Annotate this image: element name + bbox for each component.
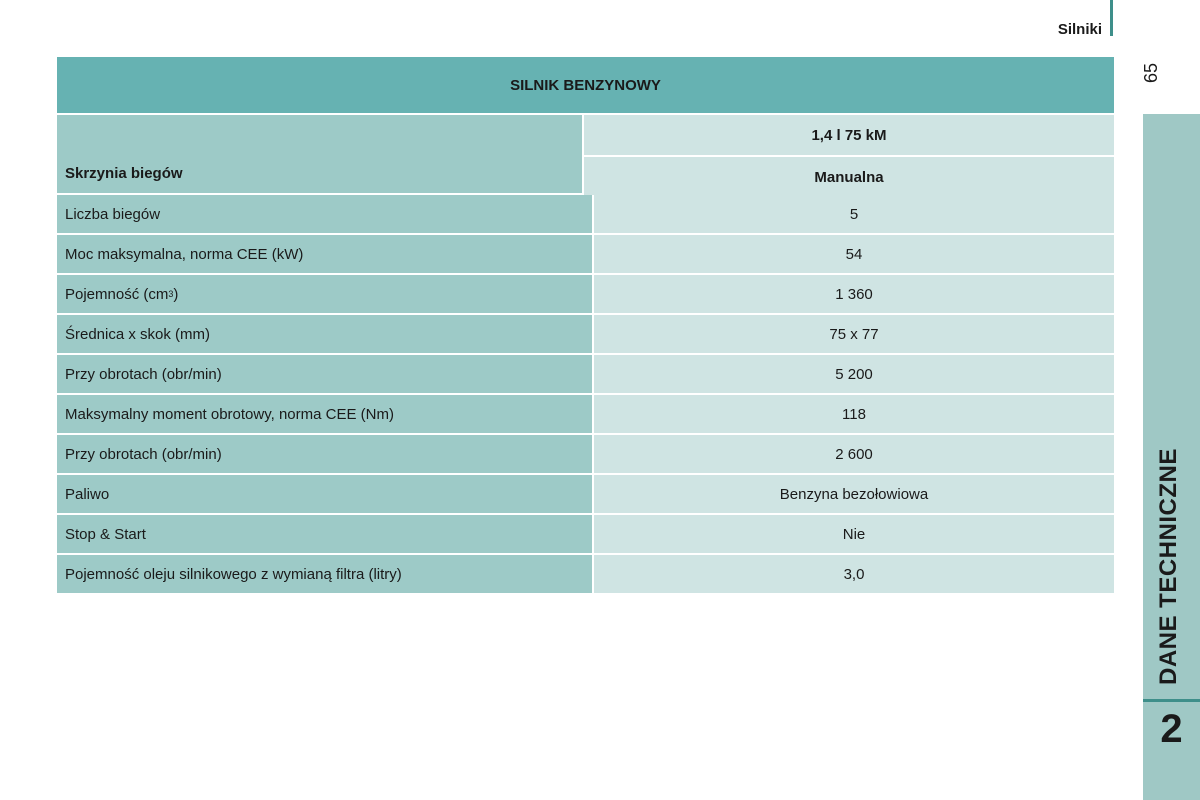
row-label: Liczba biegów	[57, 195, 594, 235]
table-row	[57, 275, 1114, 315]
table-row	[57, 235, 1114, 275]
row-value: 5 200	[594, 355, 1114, 395]
row-label: Przy obrotach (obr/min)	[57, 355, 594, 395]
row-label: Pojemność oleju silnikowego z wymianą filtra (litry)	[57, 555, 594, 595]
engine-spec-table	[57, 57, 1114, 595]
table-row	[57, 355, 1114, 395]
row-value: 54	[594, 235, 1114, 275]
row-value: 1 360	[594, 275, 1114, 315]
row-label: Paliwo	[57, 475, 594, 515]
header-divider	[1110, 0, 1113, 36]
row-value: Nie	[594, 515, 1114, 555]
table-row	[57, 315, 1114, 355]
table-row	[57, 475, 1114, 515]
page-number: 65	[1140, 62, 1161, 84]
row-label-suffix: )	[173, 285, 179, 303]
row-label: Moc maksymalna, norma CEE (kW)	[57, 235, 594, 275]
table-row	[57, 195, 1114, 235]
row-value: Benzyna bezołowiowa	[594, 475, 1114, 515]
gearbox-label: Skrzynia biegów	[57, 115, 584, 195]
row-label: Stop & Start	[57, 515, 594, 555]
table-row	[57, 555, 1114, 595]
chapter-divider	[1143, 699, 1200, 702]
table-row	[57, 395, 1114, 435]
row-value: 75 x 77	[594, 315, 1114, 355]
row-value: 3,0	[594, 555, 1114, 595]
row-value: 5	[594, 195, 1114, 235]
table-row	[57, 435, 1114, 475]
table-title: SILNIK BENZYNOWY	[57, 57, 1114, 115]
gearbox-value: Manualna	[584, 157, 1114, 199]
engine-header-stack	[584, 115, 1114, 195]
section-title: Silniki	[1057, 21, 1102, 38]
engine-variant-label: 1,4 l 75 kM	[584, 115, 1114, 157]
row-label: Pojemność (cm 3 )	[57, 275, 594, 315]
row-value: 118	[594, 395, 1114, 435]
row-label: Maksymalny moment obrotowy, norma CEE (Nm)	[57, 395, 594, 435]
table-row-gearbox	[57, 115, 1114, 195]
row-label-prefix: Pojemność (cm	[65, 285, 169, 303]
table-row	[57, 515, 1114, 555]
chapter-number: 2	[1160, 706, 1183, 751]
row-label: Średnica x skok (mm)	[57, 315, 594, 355]
row-label: Przy obrotach (obr/min)	[57, 435, 594, 475]
row-value: 2 600	[594, 435, 1114, 475]
chapter-title: DANE TECHNICZNE	[1155, 448, 1182, 685]
